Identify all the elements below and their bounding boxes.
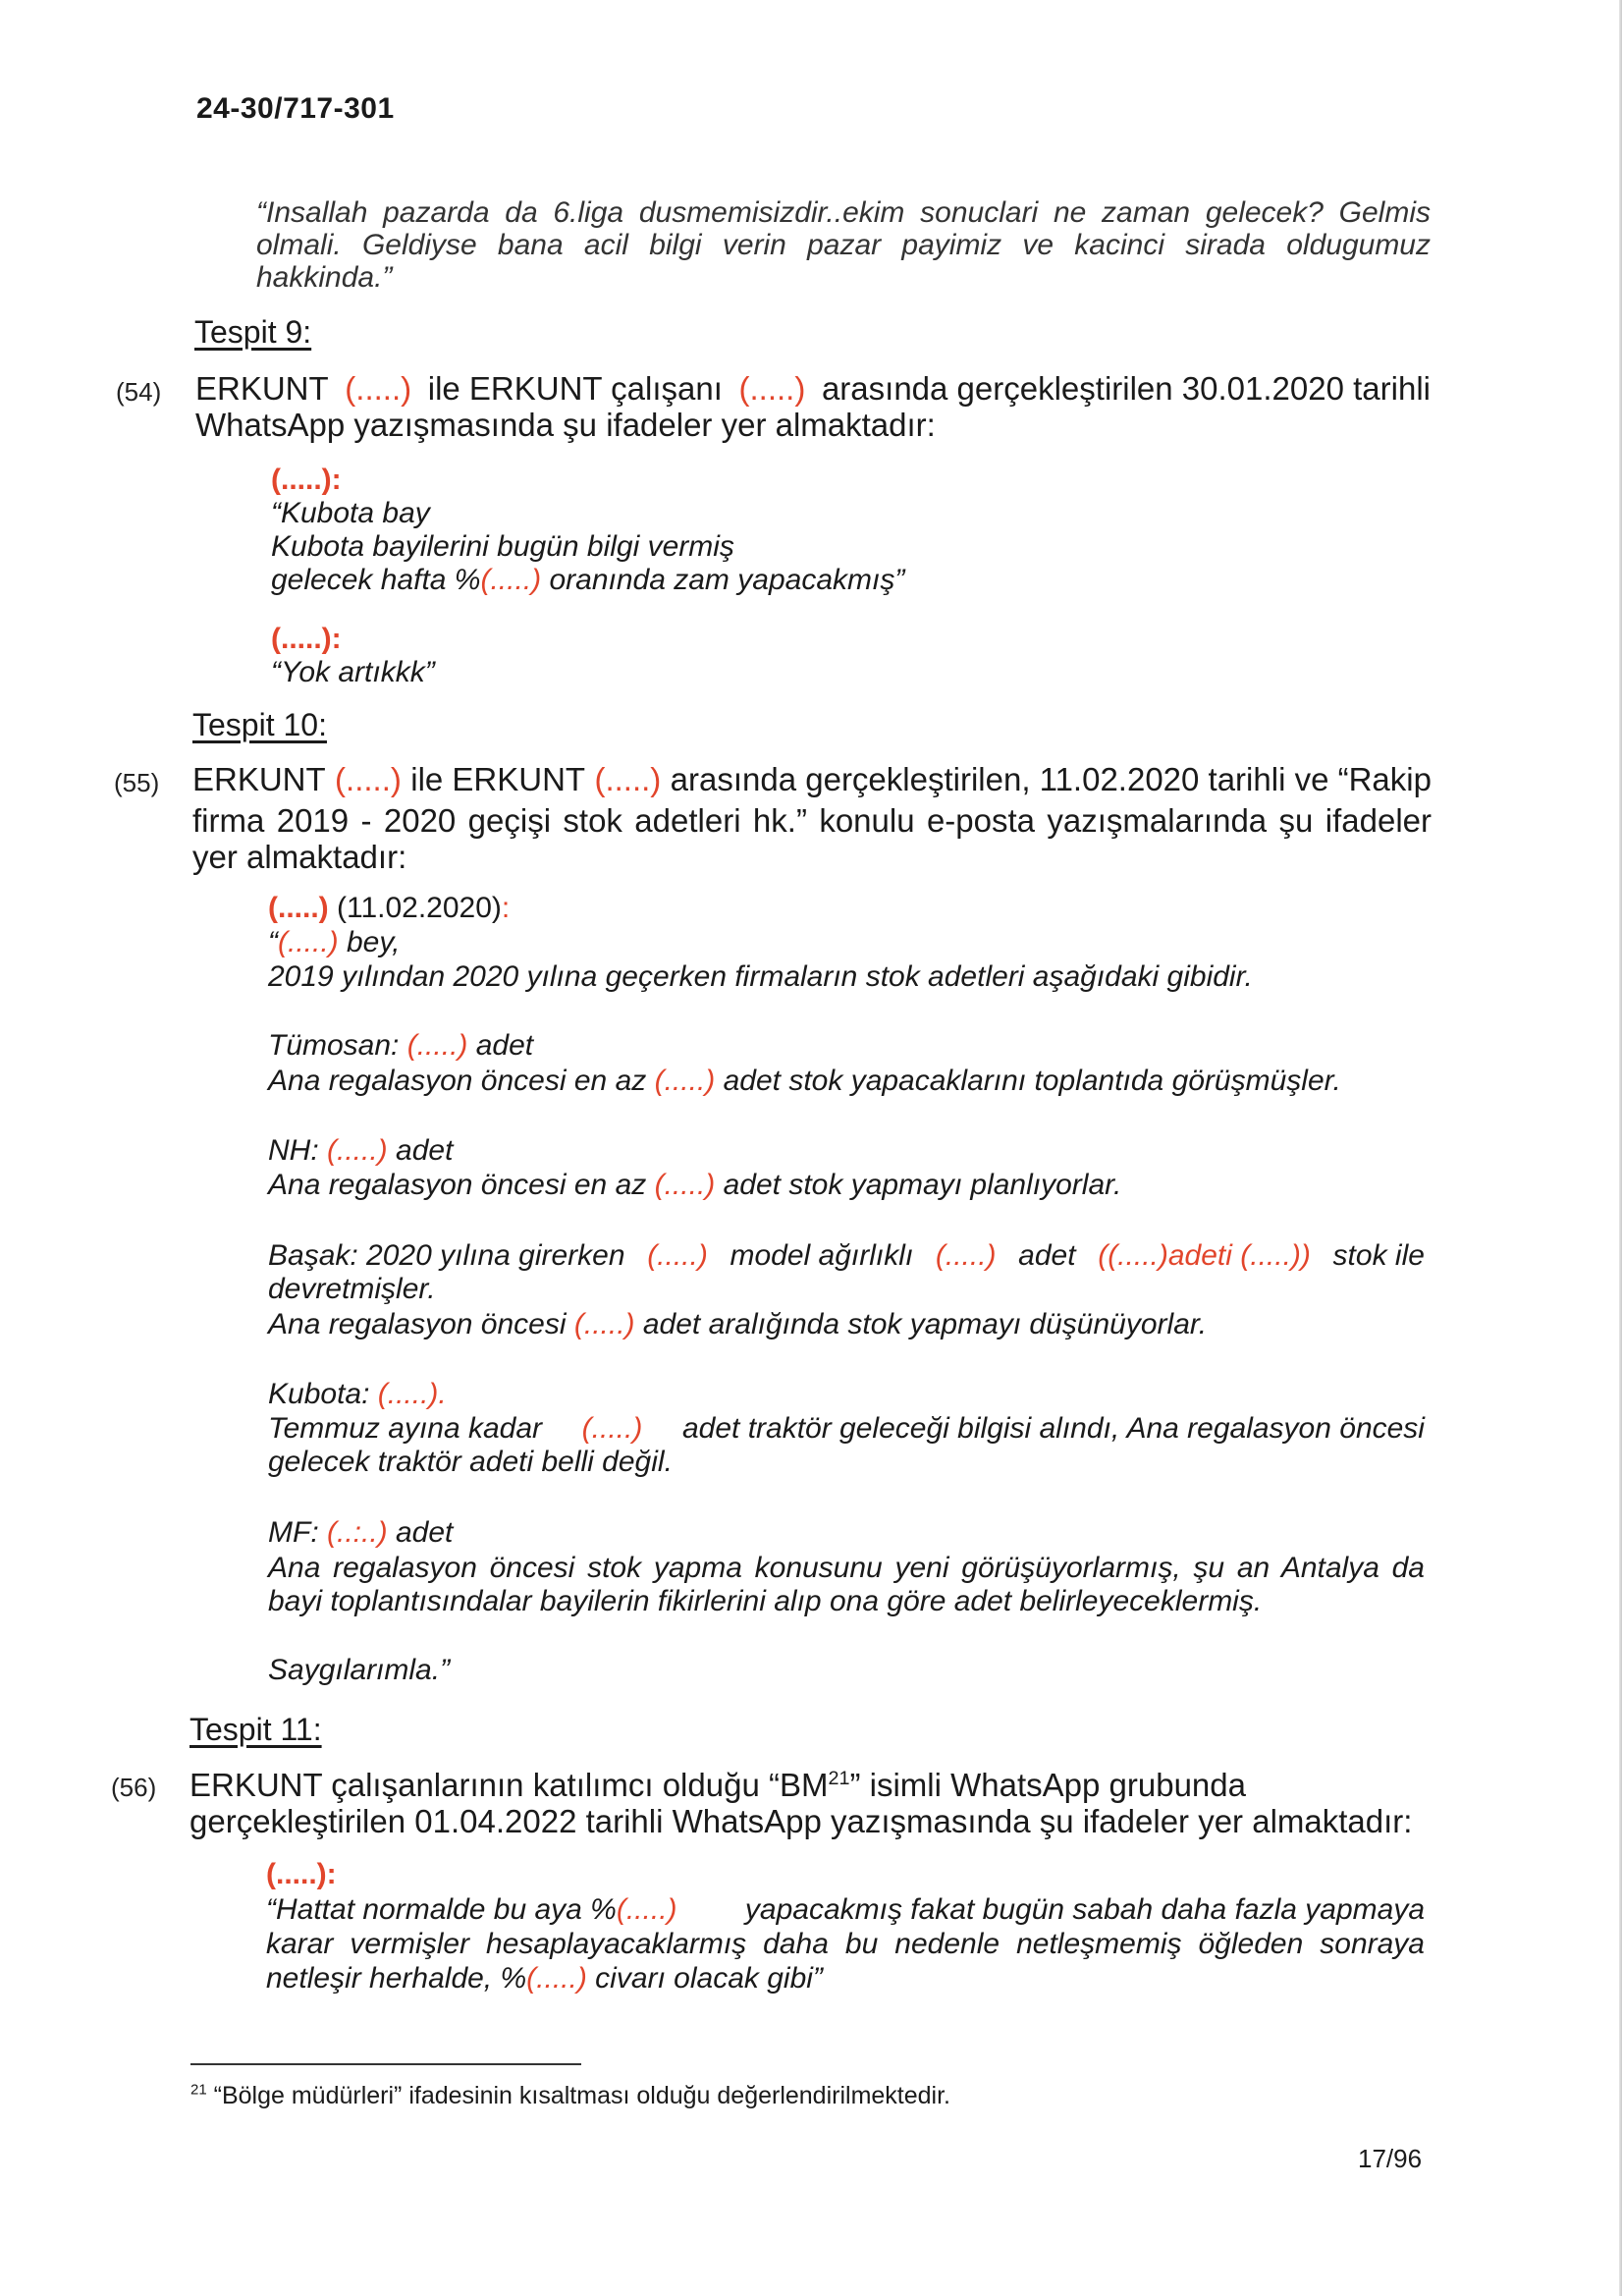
text: ” isimli WhatsApp grubunda xyxy=(849,1767,1246,1803)
quote-line: “Insallah pazarda da 6.liga dusmemisizdir..ekim sonuclari ne zaman gelecek? Gelmis xyxy=(256,196,1431,229)
text: arasında gerçekleştirilen 30.01.2020 tarihli xyxy=(821,370,1431,407)
redaction: (.....) xyxy=(573,1308,635,1340)
redaction: (.....) xyxy=(268,892,329,924)
section-heading: Tespit 9: xyxy=(194,314,312,350)
text: Temmuz ayına kadar xyxy=(268,1412,543,1445)
text: adet stok yapacaklarını toplantıda görüşmüşler. xyxy=(723,1065,1341,1097)
text: Kubota: xyxy=(268,1378,370,1410)
quote-line: hakkinda.” xyxy=(256,261,393,294)
redaction: (..:..) xyxy=(327,1516,388,1549)
text: Başak: 2020 yılına girerken xyxy=(268,1239,625,1272)
redaction: (.....) xyxy=(377,1378,439,1410)
text: stok ile xyxy=(1332,1239,1425,1272)
document-id: 24-30/717-301 xyxy=(196,92,395,125)
message-line: bayi toplantısındalar bayilerin fikirlerini alıp ona göre adet belirleyeceklermiş. xyxy=(268,1585,1263,1617)
footnote xyxy=(190,2082,950,2110)
text: “Hattat normalde bu aya % xyxy=(266,1893,617,1926)
message-line: “Yok artıkkk” xyxy=(271,656,435,688)
footnote-text: “Bölge müdürleri” ifadesinin kısaltması olduğu değerlendirilmektedir. xyxy=(213,2082,951,2109)
text: yapacakmış fakat bugün sabah daha fazla yapmaya xyxy=(744,1893,1425,1926)
message-line xyxy=(266,1893,1425,1927)
message-sender xyxy=(268,892,510,925)
paragraph-line xyxy=(195,371,1431,407)
section-heading: Tespit 10: xyxy=(192,707,327,742)
text: ERKUNT çalışanlarının katılımcı olduğu “BM xyxy=(189,1767,829,1803)
paragraph-line xyxy=(189,1768,1431,1803)
text: adet aralığında stok yapmayı düşünüyorlar. xyxy=(642,1308,1208,1340)
text: ile ERKUNT xyxy=(410,761,586,797)
message-line: Kubota bayilerini bugün bilgi vermiş xyxy=(271,530,734,563)
message-line xyxy=(268,1239,1425,1273)
paragraph-line: firma 2019 - 2020 geçişi stok adetleri hk.” konulu e-posta yazışmalarında şu ifadeler xyxy=(192,802,1432,839)
message-line: gelecek traktör adeti belli değil. xyxy=(268,1446,673,1478)
footnote-divider xyxy=(190,2063,581,2065)
text: adet xyxy=(396,1516,454,1549)
text xyxy=(266,1893,677,1927)
message-line: “Kubota bay xyxy=(271,497,430,529)
message-line xyxy=(266,1962,823,1995)
text: adet traktör geleceği bilgisi alındı, Ana regalasyon öncesi xyxy=(681,1412,1425,1445)
text: ERKUNT xyxy=(195,370,329,407)
text: ) xyxy=(1300,1239,1311,1272)
text xyxy=(189,1768,1246,1803)
redaction: (.....) xyxy=(278,926,339,958)
text: ile ERKUNT çalışanı xyxy=(427,370,723,407)
text: adet stok yapmayı planlıyorlar. xyxy=(723,1169,1122,1201)
text: adet xyxy=(1018,1239,1076,1272)
message-line: Saygılarımla.” xyxy=(268,1654,451,1686)
message-line xyxy=(268,1065,1341,1098)
text: adet xyxy=(475,1029,534,1062)
paragraph-line: gerçekleştirilen 01.04.2022 tarihli WhatsApp yazışmasında şu ifadeler yer almaktadır: xyxy=(189,1803,1413,1839)
redaction: (.....) xyxy=(480,564,542,596)
message-line xyxy=(268,1378,447,1411)
message-line xyxy=(268,1134,453,1168)
message-line xyxy=(268,1412,1425,1446)
text: adet xyxy=(396,1134,454,1167)
redaction: (.....) xyxy=(738,370,806,407)
redaction: (.....) xyxy=(935,1239,997,1272)
message-line xyxy=(271,564,904,597)
text: netleşir herhalde, % xyxy=(266,1962,527,1995)
redaction: (.....) xyxy=(526,1962,587,1995)
paragraph-line: WhatsApp yazışmasında şu ifadeler yer almaktadır: xyxy=(195,407,936,443)
text: . xyxy=(438,1378,447,1410)
redaction: (.....) xyxy=(327,1134,388,1167)
text: civarı olacak gibi” xyxy=(595,1962,823,1995)
redaction: (.....) xyxy=(345,370,412,407)
redaction: (.....) xyxy=(616,1893,677,1926)
page-number: 17/96 xyxy=(1358,2144,1423,2173)
text: model ağırlıklı xyxy=(730,1239,914,1272)
message-line: karar vermişler hesaplayacaklarmış daha bu nedenle netleşmemiş öğleden sonraya xyxy=(266,1928,1425,1960)
redaction: (.....) xyxy=(594,761,662,797)
redaction: (.....) xyxy=(1240,1239,1301,1272)
message-line xyxy=(268,1029,533,1063)
text: oranında zam yapacakmış” xyxy=(549,564,905,596)
message-line xyxy=(268,1516,453,1550)
message-line: 2019 yılından 2020 yılına geçerken firmaların stok adetleri aşağıdaki gibidir. xyxy=(268,960,1253,993)
redaction: (.....) xyxy=(647,1239,708,1272)
message-sender: (.....): xyxy=(266,1858,337,1890)
text: bey, xyxy=(347,926,401,958)
paragraph-number: (54) xyxy=(116,377,162,407)
email-date: (11.02.2020) xyxy=(337,892,502,924)
text: gelecek hafta % xyxy=(271,564,481,596)
message-sender: (.....): xyxy=(271,623,342,655)
text: NH: xyxy=(268,1134,319,1167)
redaction: (.....) xyxy=(581,1412,643,1445)
text: arasında gerçekleştirilen, 11.02.2020 tarihli ve “Rakip xyxy=(670,761,1432,797)
text: “ xyxy=(268,926,278,958)
redaction: (.....) xyxy=(654,1065,716,1097)
paragraph-number: (56) xyxy=(111,1773,157,1802)
text: MF: xyxy=(268,1516,319,1549)
redaction: (.....) xyxy=(335,761,402,797)
paragraph-number: (55) xyxy=(114,768,160,797)
redaction: (.....) xyxy=(406,1029,468,1062)
text: Tümosan: xyxy=(268,1029,400,1062)
message-line: devretmişler. xyxy=(268,1273,436,1305)
paragraph-line: yer almaktadır: xyxy=(192,839,407,875)
section-heading: Tespit 11: xyxy=(189,1712,322,1747)
message-sender: (.....): xyxy=(271,464,342,496)
message-line xyxy=(268,1308,1207,1341)
paragraph-line xyxy=(192,762,1432,797)
text: Ana regalasyon öncesi xyxy=(268,1308,567,1340)
text: Ana regalasyon öncesi en az xyxy=(268,1065,647,1097)
redaction: (.....) xyxy=(654,1169,716,1201)
redaction: ((.....)adeti xyxy=(1098,1239,1232,1272)
quote-line: olmali. Geldiyse bana acil bilgi verin pazar payimiz ve kacinci sirada oldugumuz xyxy=(256,229,1431,261)
footnote-ref: 21 xyxy=(828,1768,850,1789)
message-line xyxy=(268,926,400,959)
footnote-number: 21 xyxy=(190,2081,207,2099)
message-line: Ana regalasyon öncesi stok yapma konusunu yeni görüşüyorlarmış, şu an Antalya da xyxy=(268,1552,1425,1584)
message-line xyxy=(268,1169,1121,1202)
text: ERKUNT xyxy=(192,761,326,797)
text: Ana regalasyon öncesi en az xyxy=(268,1169,647,1201)
text: : xyxy=(501,892,511,924)
